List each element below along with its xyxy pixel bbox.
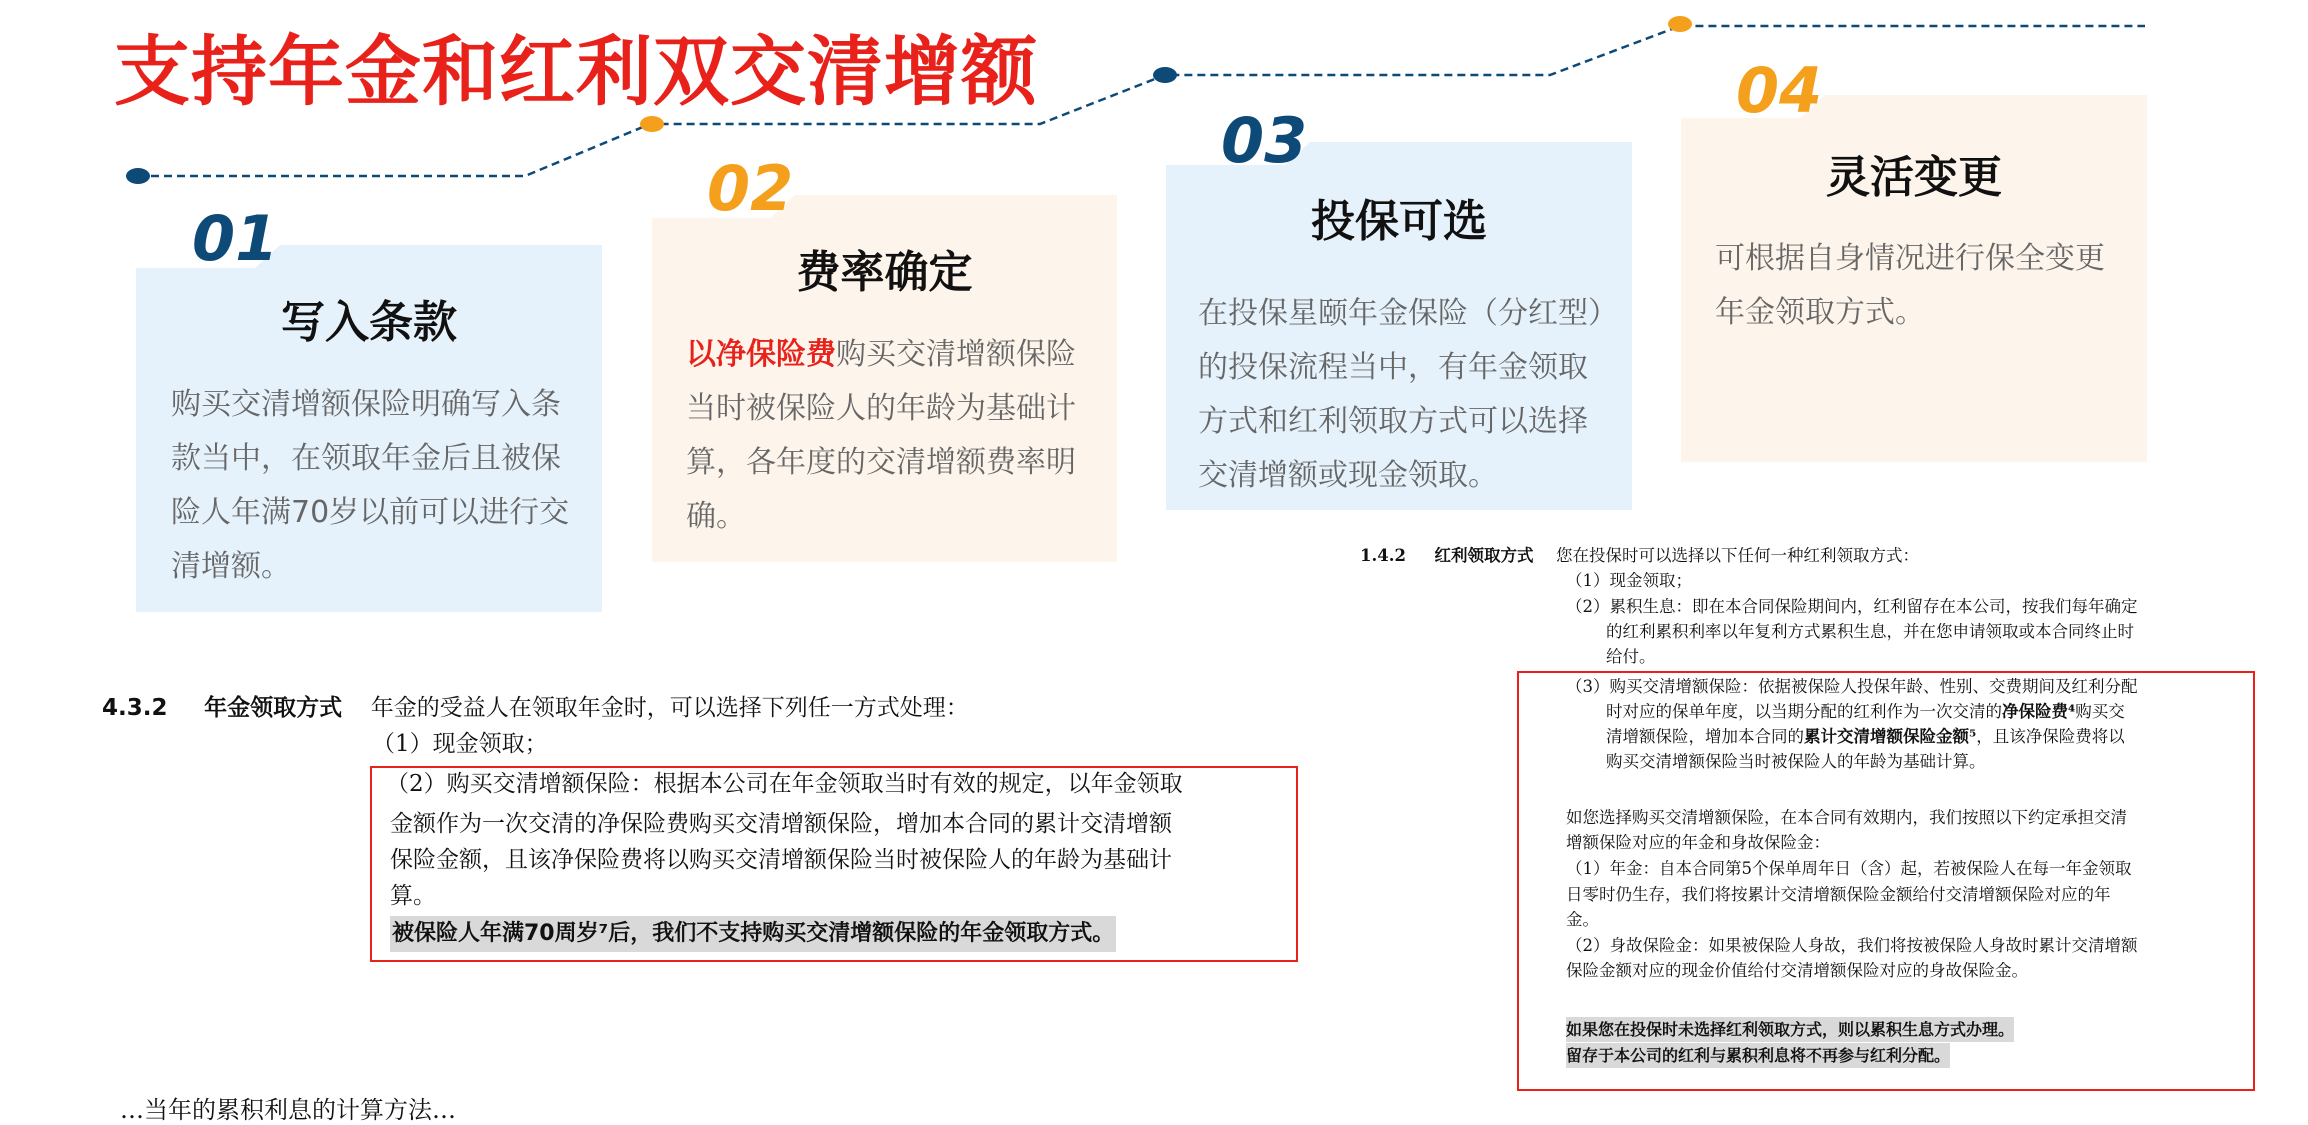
card-line: 方式和红利领取方式可以选择 xyxy=(1198,404,1588,439)
default-note: 留存于本公司的红利与累积利息将不再参与红利分配。 xyxy=(1566,1043,1950,1068)
option-line: （1）现金领取； xyxy=(1566,571,1692,590)
card-body xyxy=(1715,232,2105,340)
card-heading: 费率确定 xyxy=(796,247,973,298)
card-line: 在投保星颐年金保险（分红型） xyxy=(1198,296,1618,331)
section-title: 年金领取方式 xyxy=(204,695,343,721)
card-line: 当时被保险人的年龄为基础计 xyxy=(686,391,1076,426)
highlight-text: 以净保险费 xyxy=(686,337,836,372)
card-body xyxy=(1198,287,1618,503)
paragraph-line: 金。 xyxy=(1566,910,1599,929)
card-line: 购买交清增额保险明确写入条 xyxy=(171,387,561,422)
card-line: 款当中，在领取年金后且被保 xyxy=(171,441,561,476)
timeline-dot-1 xyxy=(126,168,150,184)
option-3-line: 购买交清增额保险当时被保险人的年龄为基础计算。 xyxy=(1606,752,1986,771)
option-2-line: 保险金额，且该净保险费将以购买交清增额保险当时被保险人的年龄为基础计 xyxy=(390,847,1172,873)
feature-card-3 xyxy=(1166,104,1632,510)
section-intro: 年金的受益人在领取年金时，可以选择下列任一方式处理： xyxy=(370,695,969,721)
option-2-line: 金额作为一次交清的净保险费购买交清增额保险，增加本合同的累计交清增额 xyxy=(390,811,1172,837)
cut-off-text: …当年的累积利息的计算方法… xyxy=(120,1096,456,1124)
clause-header-line xyxy=(102,690,969,726)
option-line: 的红利累积利率以年复利方式累积生息，并在您申请领取或本合同终止时 xyxy=(1606,622,2134,641)
paragraph-line: 保险金额对应的现金价值给付交清增额保险对应的身故保险金。 xyxy=(1566,961,2028,980)
option-line: 给付。 xyxy=(1606,647,1656,666)
card-number: 01 xyxy=(192,202,279,275)
section-intro: 您在投保时可以选择以下任何一种红利领取方式： xyxy=(1555,546,1919,565)
option-3-line: （3）购买交清增额保险：依据被保险人投保年龄、性别、交费期间及红利分配 xyxy=(1566,677,2138,696)
card-body xyxy=(686,328,1076,544)
timeline-dot-2 xyxy=(640,116,664,132)
option-line: （2）累积生息：即在本合同保险期间内，红利留存在本公司，按我们每年确定 xyxy=(1566,597,2138,616)
card-line xyxy=(686,328,1076,382)
card-number: 02 xyxy=(707,152,794,225)
paragraph-line: （1）年金：自本合同第5个保单周年日（含）起，若被保险人在每一年金领取 xyxy=(1566,859,2132,878)
paragraph-line: 日零时仍生存，我们将按累计交清增额保险金额给付交清增额保险对应的年 xyxy=(1566,885,2111,904)
feature-card-1 xyxy=(136,202,602,612)
card-line: 险人年满70岁以前可以进行交 xyxy=(171,495,570,530)
paragraph-line: 增额保险对应的年金和身故保险金： xyxy=(1566,833,1830,852)
card-line: 年金领取方式。 xyxy=(1715,295,1925,330)
card-heading: 写入条款 xyxy=(281,297,457,348)
option-2-line: 算。 xyxy=(390,883,436,909)
option-1: （1）现金领取； xyxy=(372,731,548,757)
page-title: 支持年金和红利双交清增额 xyxy=(114,27,1038,116)
section-number: 1.4.2 xyxy=(1360,546,1406,565)
card-heading: 灵活变更 xyxy=(1826,152,2002,203)
card-number: 03 xyxy=(1221,104,1308,177)
card-line: 确。 xyxy=(686,499,746,534)
card-line: 可根据自身情况进行保全变更 xyxy=(1715,241,2105,276)
card-line: 算，各年度的交清增额费率明 xyxy=(686,445,1076,480)
option-3-text: ，且该净保险费将以 xyxy=(1976,727,2125,746)
timeline-dot-3 xyxy=(1153,67,1177,83)
highlight-box-left xyxy=(370,766,1298,962)
card-line-text: 购买交清增额保险 xyxy=(836,337,1076,372)
option-3-text: 时对应的保单年度，以当期分配的红利作为一次交清的 xyxy=(1606,702,2002,721)
restriction-note: 被保险人年满70周岁⁷后，我们不支持购买交清增额保险的年金领取方式。 xyxy=(390,916,1116,952)
paragraph-line: （2）身故保险金：如果被保险人身故，我们将按被保险人身故时累计交清增额 xyxy=(1566,936,2138,955)
card-number: 04 xyxy=(1736,54,1823,127)
section-number: 4.3.2 xyxy=(102,695,168,721)
feature-card-4 xyxy=(1681,54,2147,462)
card-line: 交清增额或现金领取。 xyxy=(1198,458,1498,493)
card-heading: 投保可选 xyxy=(1311,196,1487,247)
bold-term: 净保险费⁴ xyxy=(2002,702,2076,721)
default-note: 如果您在投保时未选择红利领取方式，则以累积生息方式办理。 xyxy=(1566,1017,2014,1042)
option-2-line: （2）购买交清增额保险：根据本公司在年金领取当时有效的规定，以年金领取 xyxy=(386,771,1183,797)
option-3-text: 清增额保险，增加本合同的 xyxy=(1606,727,1804,746)
paragraph-line: 如您选择购买交清增额保险，在本合同有效期内，我们按照以下约定承担交清 xyxy=(1566,808,2127,827)
card-line: 清增额。 xyxy=(171,549,291,584)
clause-header-line xyxy=(1360,543,1919,568)
highlight-box-right xyxy=(1517,671,2255,1091)
card-body xyxy=(171,378,569,594)
section-title: 红利领取方式 xyxy=(1434,546,1534,565)
feature-card-2 xyxy=(652,152,1117,562)
card-line: 的投保流程当中，有年金领取 xyxy=(1198,350,1588,385)
timeline-dot-4 xyxy=(1668,16,1692,32)
bold-term: 累计交清增额保险金额⁵ xyxy=(1804,727,1977,746)
option-3-text: 购买交 xyxy=(2075,702,2125,721)
